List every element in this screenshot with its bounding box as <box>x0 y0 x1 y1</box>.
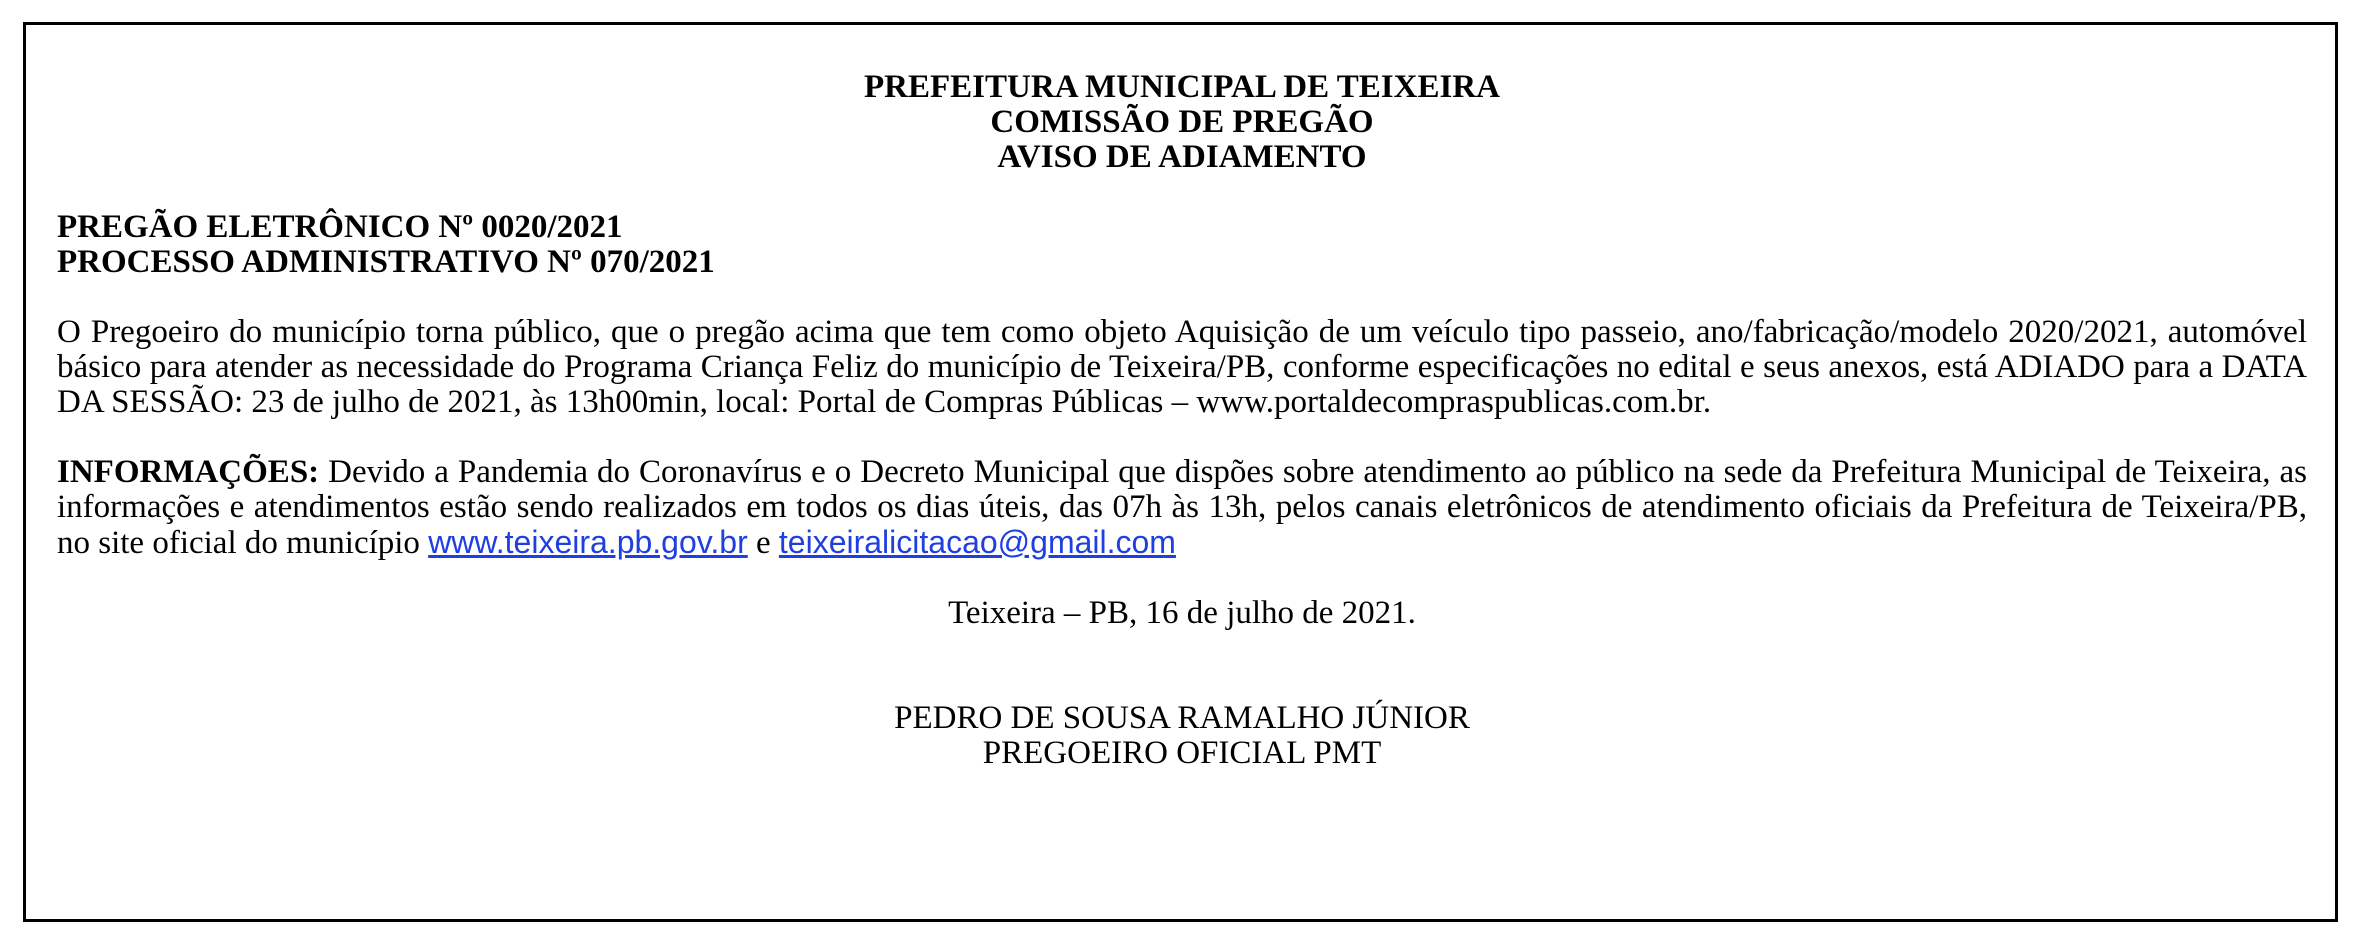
info-label: INFORMAÇÕES: <box>57 454 320 490</box>
notice-header <box>57 70 2307 175</box>
header-commission: COMISSÃO DE PREGÃO <box>990 104 1374 140</box>
notice-date: Teixeira – PB, 16 de julho de 2021. <box>948 595 1416 631</box>
notice-content <box>57 70 2307 771</box>
header-notice-type: AVISO DE ADIAMENTO <box>997 139 1367 175</box>
info-connector: e <box>747 525 779 561</box>
site-link[interactable]: www.teixeira.pb.gov.br <box>428 524 748 560</box>
header-municipality: PREFEITURA MUNICIPAL DE TEIXEIRA <box>864 69 1500 105</box>
signature-block <box>57 701 2307 771</box>
pregao-number: PREGÃO ELETRÔNICO Nº 0020/2021 <box>57 209 623 245</box>
signatory-role: PREGOEIRO OFICIAL PMT <box>982 735 1382 771</box>
processo-number: PROCESSO ADMINISTRATIVO Nº 070/2021 <box>57 244 715 280</box>
notice-references <box>57 210 2307 280</box>
info-text: Devido a Pandemia do Coronavírus e o Decreto Municipal que dispões sobre atendimento ao público na sede da Prefeitura Municipal de Teixeira, as informações e atendimentos estão sendo realizados em todos os dias úteis, das 07h às 13h, pelos canais eletrônicos de atendimento oficiais da Prefeitura de Teixeira/PB, no site oficial do município <box>57 454 2307 561</box>
notice-body-paragraph: O Pregoeiro do município torna público, que o pregão acima que tem como objeto Aquisição de um veículo tipo passeio, ano/fabricação/modelo 2020/2021, automóvel básico para atender as necessidade do Programa Criança Feliz do município de Teixeira/PB, conforme especificações no edital e seus anexos, está ADIADO para a DATA DA SESSÃO: 23 de julho de 2021, às 13h00min, local: Portal de Compras Públicas – www.portaldecompraspublicas.com.br. <box>57 314 2307 420</box>
signatory-name: PEDRO DE SOUSA RAMALHO JÚNIOR <box>894 700 1470 736</box>
email-link[interactable]: teixeiralicitacao@gmail.com <box>778 524 1176 560</box>
info-paragraph <box>57 455 2307 561</box>
